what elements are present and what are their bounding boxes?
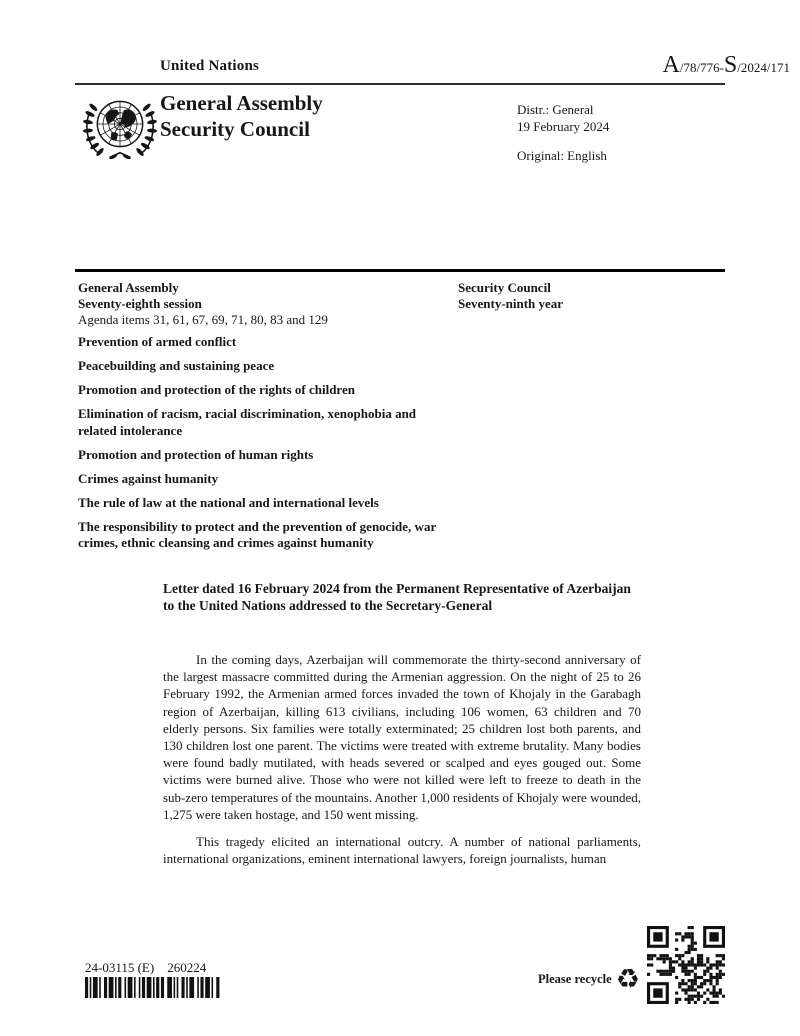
barcode xyxy=(85,977,221,998)
agenda-item: Prevention of armed conflict xyxy=(78,334,237,349)
org-name: United Nations xyxy=(160,58,260,74)
recycle-note xyxy=(538,962,650,996)
session-column-security-council xyxy=(458,280,728,312)
session-column-general-assembly xyxy=(78,280,448,328)
masthead-general-assembly: General Assembly xyxy=(160,91,323,115)
date-code: 260224 xyxy=(167,960,207,975)
section-rule-thick xyxy=(75,269,725,272)
masthead-titles xyxy=(160,90,323,142)
document-symbol-part: S xyxy=(723,52,738,78)
document-symbol-part: /2024/171 xyxy=(737,60,790,75)
qr-code xyxy=(647,926,725,1004)
agenda-reference: Agenda items 31, 61, 67, 69, 71, 80, 83 and 129 xyxy=(78,312,328,327)
agenda-item: Promotion and protection of the rights of children xyxy=(78,382,355,397)
agenda-item: Crimes against humanity xyxy=(78,470,219,486)
session-body-title: General Assembly xyxy=(78,280,179,295)
document-symbol-part: A xyxy=(662,52,680,78)
job-number: 24-03115 (E) xyxy=(85,960,155,975)
session-year: Seventy-ninth year xyxy=(458,296,564,311)
document-symbol-part: /78/776- xyxy=(679,60,724,75)
agenda-item: The responsibility to protect and the prevention of genocide, war crimes, ethnic cleansing and crimes against humanity xyxy=(78,518,436,550)
agenda-items-list xyxy=(78,334,450,559)
recycle-label: Please recycle xyxy=(538,971,612,986)
distribution-block xyxy=(517,101,609,164)
letter-paragraph: In the coming days, Azerbaijan will commemorate the thirty-second anniversary of the largest massacre committed during the Armenian aggression. On the night of 25 to 26 February 1992, the Armenian armed forces invaded the town of Khojaly in the Garabagh region of Azerbaijan, killing 613 civilians, including 106 women, 63 children and 70 elderly persons. Six families were totally exterminated; 25 children lost both parents, and 130 children lost one parent. The victims were treated with extreme brutality. Many bodies were found badly mutilated, with heads severed or scalped and eyes gouged out. Some victims were burned alive. Those who were not killed were left to freeze to death in the sub-zero temperatures of the mountains. Another 1,000 residents of Khojaly were wounded, 1,275 were taken hostage, and 150 went missing. xyxy=(163,652,641,822)
original-language-line: Original: English xyxy=(517,148,607,163)
session-body-title: Security Council xyxy=(458,280,551,295)
distr-line: Distr.: General xyxy=(517,102,594,117)
agenda-item: The rule of law at the national and international levels xyxy=(78,494,379,510)
document-symbol xyxy=(0,52,790,79)
date-line: 19 February 2024 xyxy=(517,119,610,134)
spacer xyxy=(154,960,167,975)
header-rule-thin xyxy=(75,83,725,85)
spacer xyxy=(517,135,609,147)
letter-paragraph: This tragedy elicited an international outcry. A number of national parliaments, international organizations, eminent international lawyers, foreign journalists, human xyxy=(163,834,641,867)
agenda-item: Promotion and protection of human rights xyxy=(78,446,314,462)
agenda-item: Peacebuilding and sustaining peace xyxy=(78,358,275,373)
masthead-security-council: Security Council xyxy=(160,117,310,141)
recycle-icon: ♻ xyxy=(615,963,640,995)
agenda-item: Elimination of racism, racial discrimination, xenophobia and related intolerance xyxy=(78,406,417,438)
un-emblem-icon xyxy=(80,87,160,169)
footer-job-number xyxy=(85,960,206,976)
letter-title: Letter dated 16 February 2024 from the Permanent Representative of Azerbaijan to the United Nations addressed to the Secretary-General xyxy=(163,581,631,613)
letter-body xyxy=(163,651,641,877)
session-number: Seventy-eighth session xyxy=(78,296,202,311)
